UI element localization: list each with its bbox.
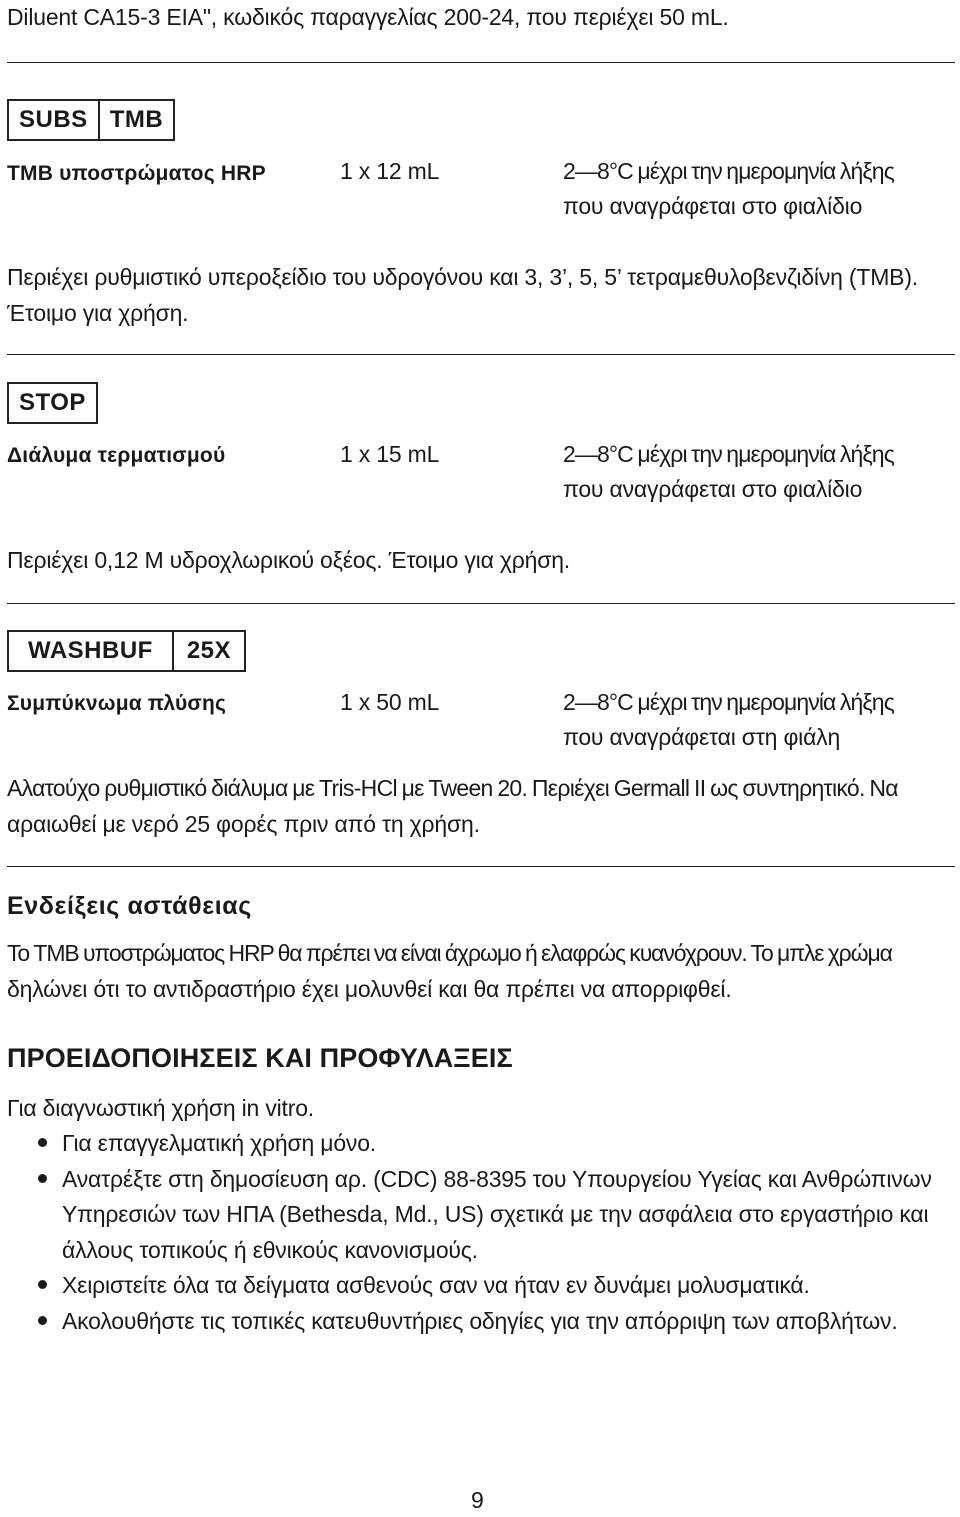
reagent-description: Περιέχει 0,12 M υδροχλωρικού οξέος. Έτοιμο για χρήση. [7,547,570,573]
symbol-25x: 25X [172,632,244,670]
section-divider [7,62,955,63]
section-divider [7,354,955,355]
warnings-heading: ΠΡΟΕΙΔΟΠΟΙΗΣΕΙΣ ΚΑΙ ΠΡΟΦΥΛΑΞΕΙΣ [7,1043,513,1073]
reagent-name: Διάλυμα τερματισμού [7,444,226,467]
warning-bullet: Χειριστείτε όλα τα δείγματα ασθενούς σαν να ήταν εν δυνάμει μολυσματικά. [62,1272,810,1298]
bullet-dot-icon [38,1138,47,1147]
instability-text-cont: δηλώνει ότι το αντιδραστήριο έχει μολυνθεί και θα πρέπει να απορριφθεί. [7,976,732,1002]
instability-text: Το TMB υποστρώματος HRP θα πρέπει να είναι άχρωμο ή ελαφρώς κυανόχρουν. Το μπλε χρώμα [7,940,892,966]
storage-condition: 2—8°C μέχρι την ημερομηνία λήξης [563,689,894,715]
reagent-quantity: 1 x 50 mL [340,689,440,715]
reagent-quantity: 1 x 15 mL [340,441,440,467]
storage-condition-cont: που αναγράφεται στο φιαλίδιο [563,193,863,219]
instability-heading: Ενδείξεις αστάθειας [7,892,252,920]
warnings-intro: Για διαγνωστική χρήση in vitro. [7,1095,314,1121]
reagent-name: TMB υποστρώματος HRP [7,162,266,185]
symbol-subs: SUBS [19,106,88,133]
warning-bullet: Ανατρέξτε στη δημοσίευση αρ. (CDC) 88-8395 του Υπουργείου Υγείας και Ανθρώπινων [62,1166,932,1192]
reagent-symbol-subs [7,99,175,141]
section-divider [7,603,955,604]
warning-bullet: Για επαγγελματική χρήση μόνο. [62,1130,376,1156]
bullet-dot-icon [38,1280,47,1289]
storage-condition-cont: που αναγράφεται στο φιαλίδιο [563,476,863,502]
section-divider [7,866,955,867]
bullet-dot-icon [38,1174,47,1183]
reagent-quantity: 1 x 12 mL [340,158,440,184]
warning-bullet-cont: άλλους τοπικούς ή εθνικούς κανονισμούς. [62,1237,478,1263]
storage-condition: 2—8°C μέχρι την ημερομηνία λήξης [563,158,894,184]
reagent-description: Περιέχει ρυθμιστικό υπεροξείδιο του υδρογόνου και 3, 3’, 5, 5’ τετραμεθυλοβενζιδίνη (TMB). [7,264,918,290]
reagent-symbol-washbuf [7,630,246,672]
intro-line: Diluent CA15-3 EIA", κωδικός παραγγελίας 200-24, που περιέχει 50 mL. [7,4,729,30]
reagent-name: Συμπύκνωμα πλύσης [7,692,227,715]
reagent-description-cont: αραιωθεί με νερό 25 φορές πριν από τη χρήση. [7,811,480,837]
symbol-washbuf: WASHBUF [28,637,153,664]
storage-condition-cont: που αναγράφεται στη φιάλη [563,724,841,750]
bullet-dot-icon [38,1316,47,1325]
reagent-symbol-stop [7,382,98,424]
reagent-description-cont: Έτοιμο για χρήση. [7,300,189,326]
warning-bullet: Ακολουθήστε τις τοπικές κατευθυντήριες οδηγίες για την απόρριψη των αποβλήτων. [62,1308,898,1334]
reagent-description: Αλατούχο ρυθμιστικό διάλυμα με Tris-HCl με Tween 20. Περιέχει Germall II ως συντηρητικό. Να [7,775,898,801]
symbol-stop: STOP [19,389,86,416]
warning-bullet-cont: Υπηρεσιών των ΗΠΑ (Bethesda, Md., US) σχετικά με την ασφάλεια στο εργαστήριο και [62,1201,929,1227]
symbol-tmb: TMB [98,101,173,139]
page-number: 9 [471,1487,484,1513]
storage-condition: 2—8°C μέχρι την ημερομηνία λήξης [563,441,894,467]
